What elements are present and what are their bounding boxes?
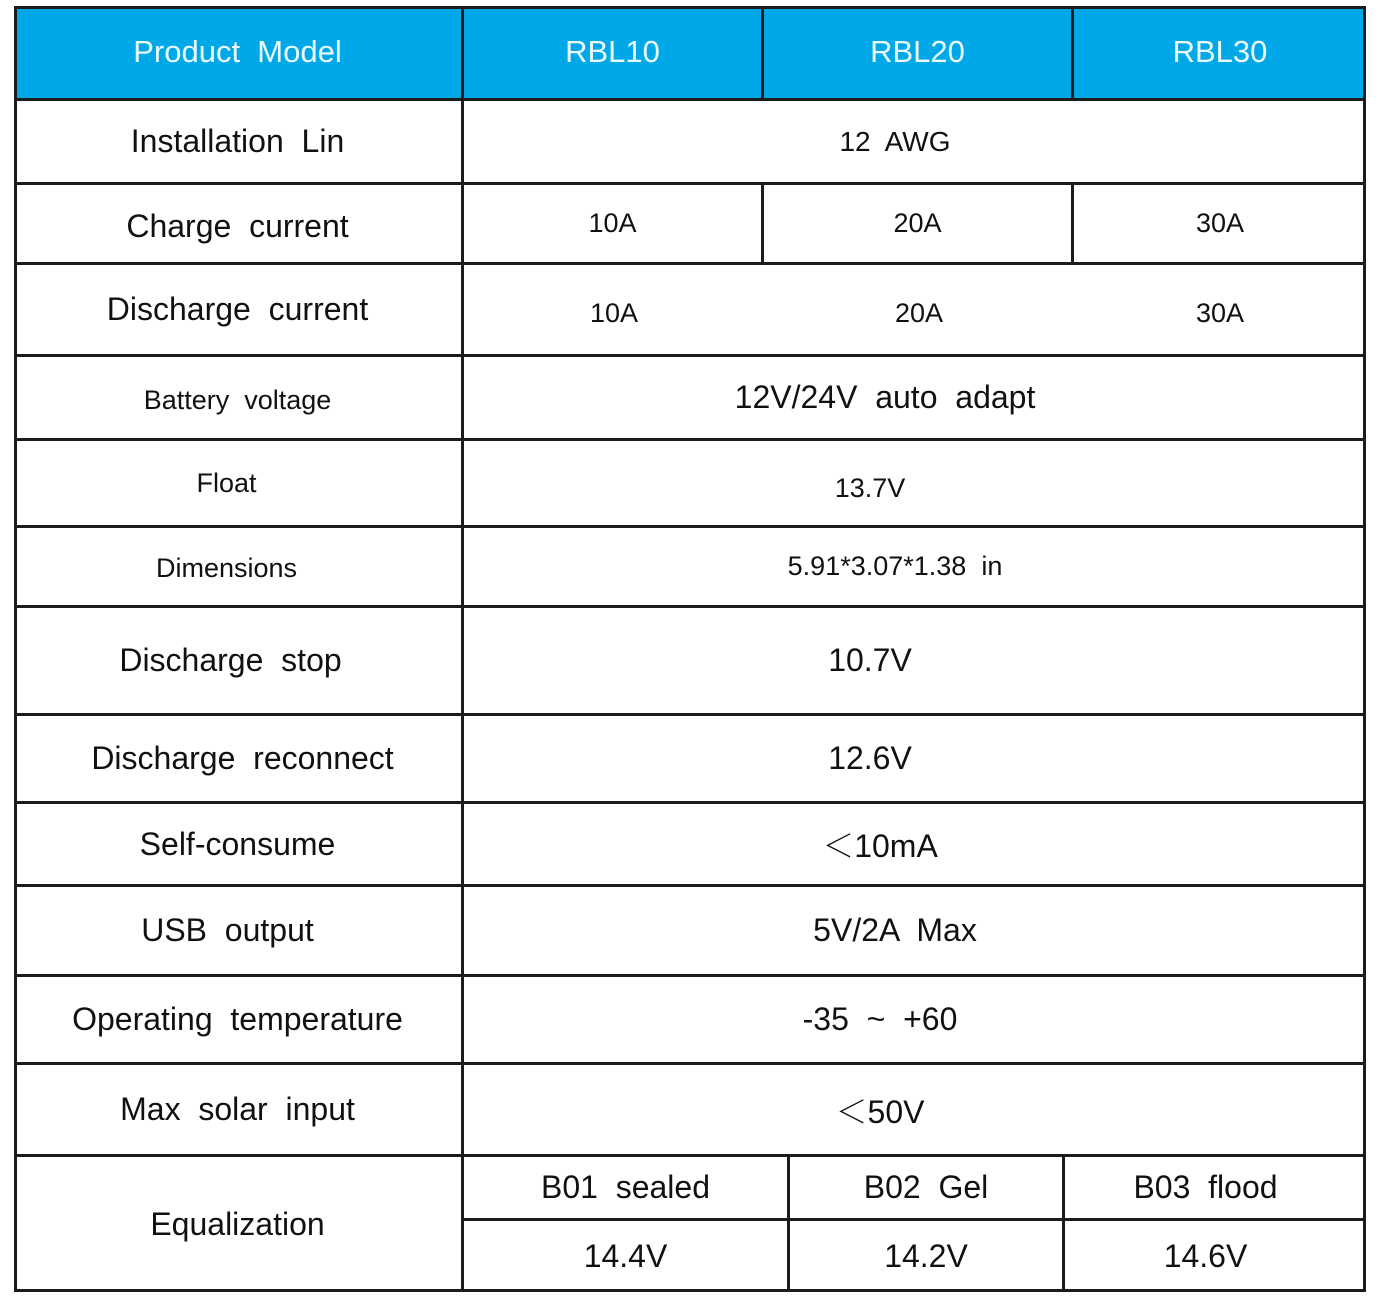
row-label: Dimensions	[14, 528, 464, 605]
eq-voltage-b03: 14.6V	[1163, 1238, 1248, 1274]
row-value: ＜10mA	[822, 828, 938, 864]
row-discharge-stop	[14, 608, 1366, 716]
header-model-3: RBL30	[1074, 6, 1366, 98]
row-label: Operating temperature	[14, 977, 464, 1062]
row-value: 5.91*3.07*1.38 in	[787, 551, 1003, 581]
row-battery-voltage	[14, 357, 1366, 441]
header-row	[14, 6, 1366, 101]
row-value: ＜50V	[835, 1093, 925, 1130]
row-value: 13.7V	[834, 472, 906, 503]
row-label: Discharge current	[14, 265, 464, 354]
row-label: USB output	[14, 887, 464, 974]
row-label: Equalization	[14, 1157, 464, 1292]
row-equalization	[14, 1157, 1366, 1292]
header-model-2: RBL20	[764, 6, 1074, 98]
eq-voltage-b02: 14.2V	[790, 1221, 1065, 1292]
row-installation-line	[14, 101, 1366, 185]
row-value-rbl20: 20A	[894, 298, 944, 328]
eq-voltage-b01: 14.4V	[464, 1221, 790, 1292]
header-product-model: Product Model	[14, 6, 464, 98]
row-value-rbl30: 30A	[1195, 298, 1245, 328]
row-float	[14, 441, 1366, 528]
row-discharge-current	[14, 265, 1366, 357]
row-usb-output	[14, 887, 1366, 977]
row-label: Discharge reconnect	[14, 716, 464, 801]
row-value-rbl10: 10A	[589, 298, 639, 328]
row-label: Self-consume	[14, 804, 464, 884]
row-value: 10.7V	[828, 642, 912, 678]
row-label: Max solar input	[14, 1065, 464, 1154]
eq-type-b03: B03 flood	[1065, 1157, 1366, 1221]
row-self-consume	[14, 804, 1366, 887]
row-discharge-reconnect	[14, 716, 1366, 804]
row-value: -35 ~ +60	[802, 1001, 958, 1037]
row-value: 12 AWG	[839, 125, 951, 157]
row-value: 12V/24V auto adapt	[734, 379, 1036, 415]
row-value: 12.6V	[828, 740, 912, 776]
row-label: Float	[14, 441, 464, 525]
eq-type-b02: B02 Gel	[790, 1157, 1065, 1221]
row-value-rbl10: 10A	[464, 185, 764, 262]
row-operating-temperature	[14, 977, 1366, 1065]
spec-table	[14, 6, 1366, 1292]
row-dimensions	[14, 528, 1366, 608]
row-max-solar-input	[14, 1065, 1366, 1157]
row-label: Installation Lin	[14, 101, 464, 182]
row-label: Charge current	[14, 185, 464, 262]
row-value-rbl20: 20A	[764, 185, 1074, 262]
row-value: 5V/2A Max	[813, 912, 977, 948]
row-value-rbl30: 30A	[1195, 208, 1245, 238]
header-model-1: RBL10	[464, 6, 764, 98]
row-label: Discharge stop	[14, 608, 464, 713]
row-label: Battery voltage	[14, 357, 464, 438]
eq-type-b01: B01 sealed	[464, 1157, 790, 1221]
row-charge-current	[14, 185, 1366, 265]
